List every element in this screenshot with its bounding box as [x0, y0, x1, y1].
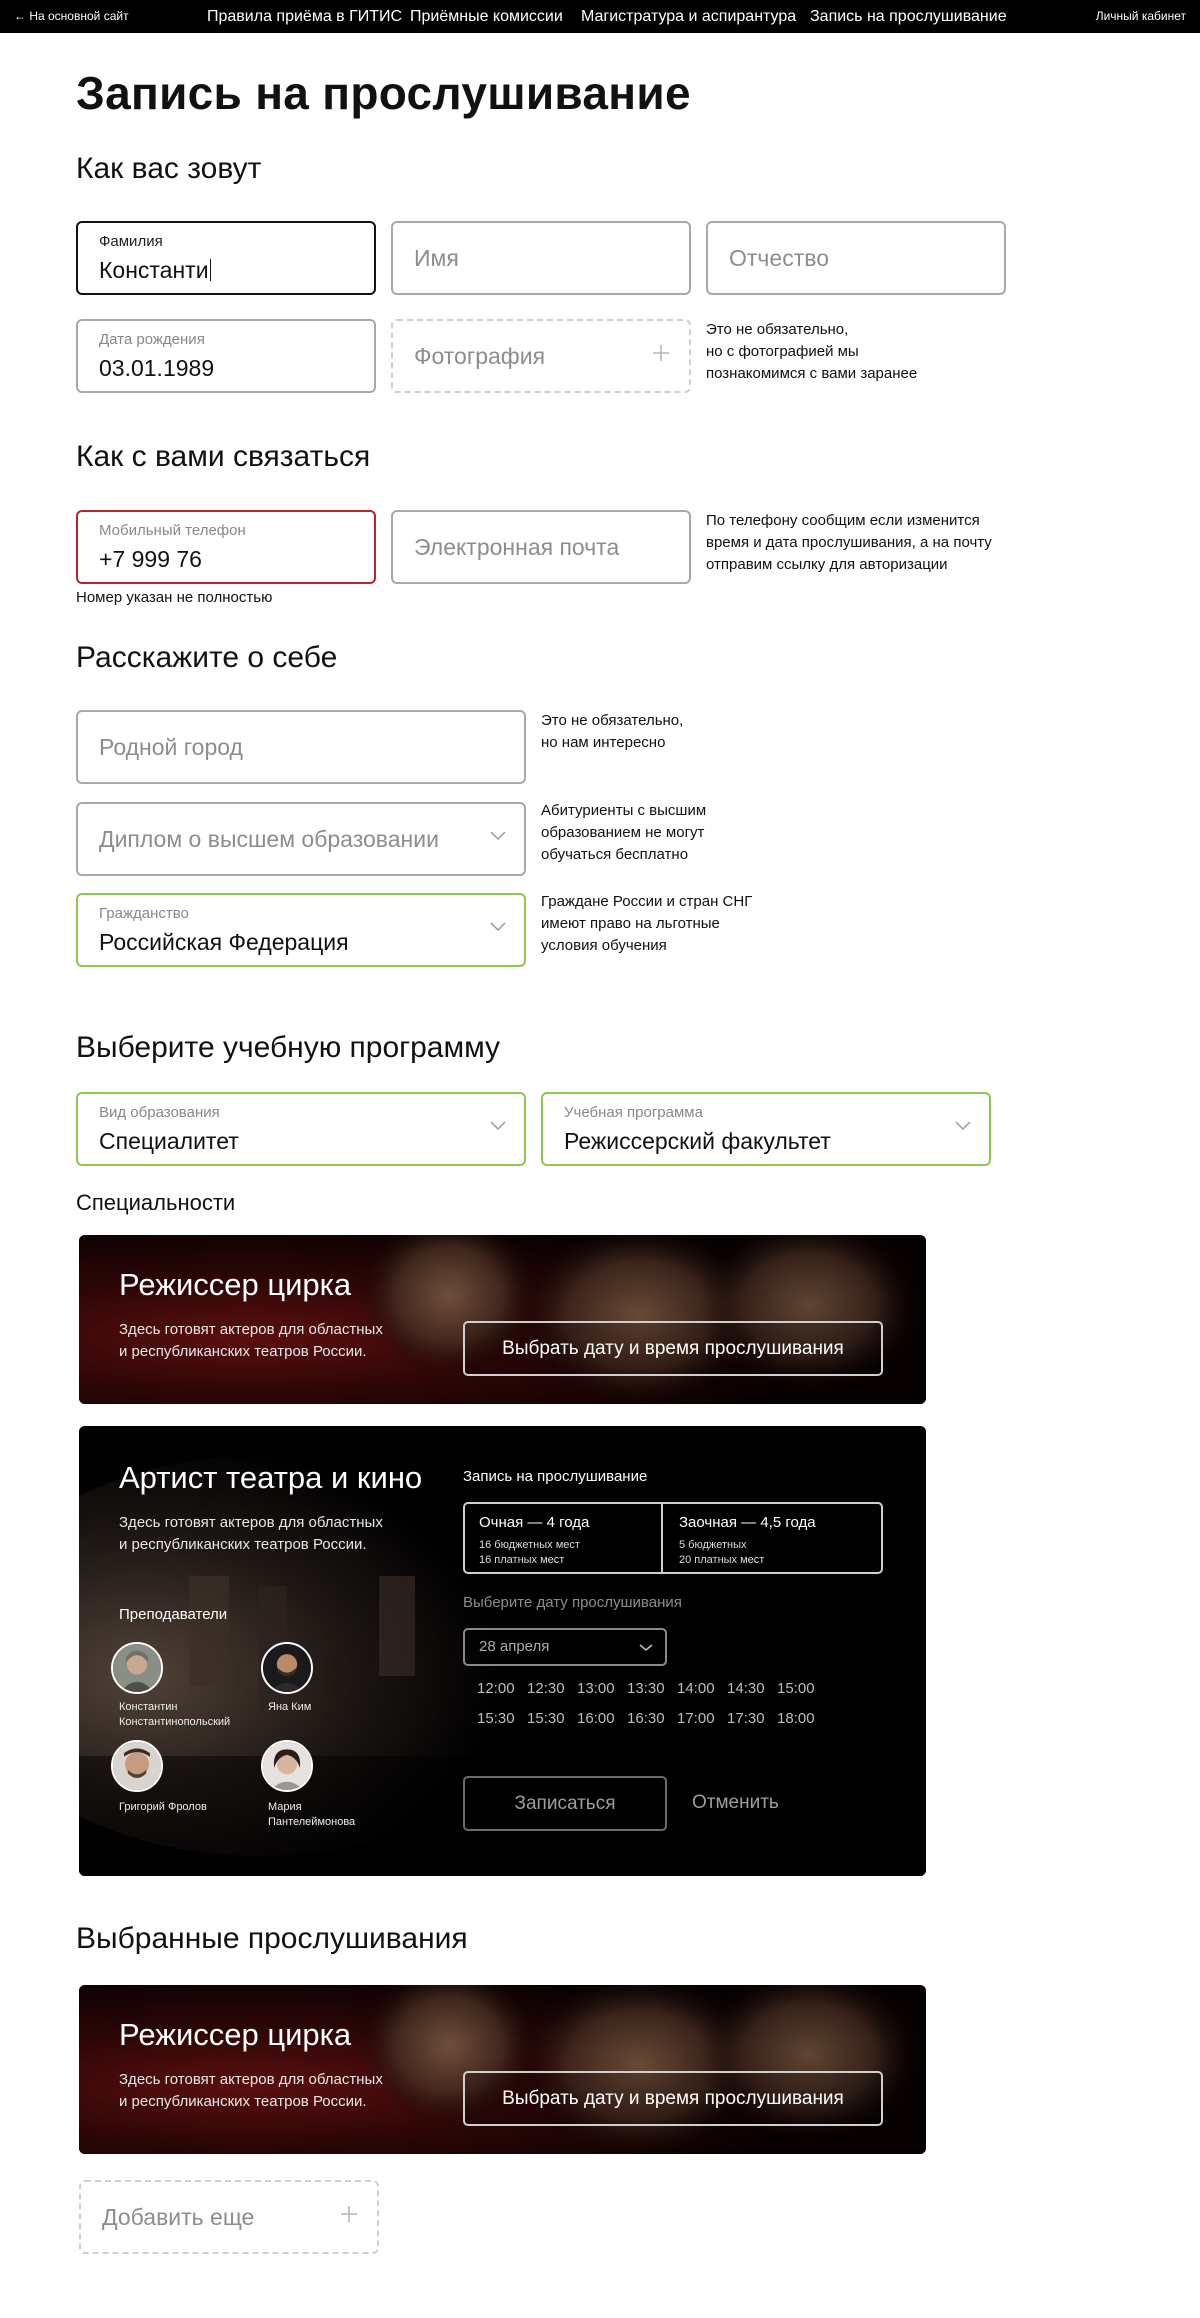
signup-title: Запись на прослушивание — [463, 1468, 648, 1485]
phone-field[interactable] — [76, 510, 376, 584]
chevron-down-icon — [490, 831, 506, 841]
program-label: Учебная программа — [564, 1104, 703, 1121]
avatar-portrait — [113, 1742, 161, 1790]
choose-datetime-button[interactable]: Выбрать дату и время прослушивания — [463, 1321, 883, 1376]
card-title: Режиссер цирка — [119, 1267, 352, 1302]
cancel-button[interactable]: Отменить — [692, 1792, 779, 1813]
time-slot[interactable]: 12:00 — [477, 1680, 515, 1697]
photo-hint-line: познакомимся с вами заранее — [706, 365, 918, 382]
contact-hint — [706, 510, 992, 576]
card-title: Режиссер цирка — [119, 2017, 352, 2052]
time-slot[interactable]: 13:30 — [627, 1680, 665, 1697]
teacher-name-line: Константин — [119, 1701, 178, 1713]
surname-value: Константи — [99, 257, 209, 283]
nav-item-commissions[interactable]: Приёмные комиссии — [410, 8, 563, 25]
chevron-down-icon — [490, 1121, 506, 1131]
time-slot[interactable]: 16:00 — [577, 1710, 615, 1727]
time-slot[interactable]: 15:30 — [527, 1710, 565, 1727]
time-slot[interactable]: 12:30 — [527, 1680, 565, 1697]
date-select[interactable] — [463, 1628, 667, 1666]
specialty-card-circus[interactable] — [79, 1235, 926, 1404]
avatar[interactable] — [111, 1642, 163, 1694]
section-title-selected: Выбранные прослушивания — [76, 1922, 468, 1955]
diploma-hint — [541, 800, 706, 866]
option-meta-line: 5 бюджетных — [679, 1539, 747, 1551]
first-name-placeholder: Имя — [414, 245, 459, 271]
diploma-hint-line: образованием не могут — [541, 824, 705, 841]
patronymic-placeholder: Отчество — [729, 245, 829, 271]
teacher-name-line: Константинопольский — [119, 1716, 231, 1728]
option-parttime[interactable] — [665, 1504, 881, 1572]
card-description-line: Здесь готовят актеров для областных — [119, 1514, 383, 1531]
teachers-title: Преподаватели — [119, 1606, 228, 1623]
nav-item-audition[interactable]: Запись на прослушивание — [810, 8, 1007, 25]
photo-placeholder: Фотография — [414, 343, 546, 369]
teacher-name-line: Григорий Фролов — [119, 1801, 207, 1813]
hometown-placeholder: Родной город — [99, 734, 243, 760]
time-slot[interactable]: 14:30 — [727, 1680, 765, 1697]
diploma-select[interactable] — [76, 802, 526, 876]
time-slot[interactable]: 15:30 — [477, 1710, 515, 1727]
section-title-name: Как вас зовут — [76, 152, 262, 185]
card-description-line: и республиканских театров России. — [119, 2093, 367, 2110]
phone-value: +7 999 76 — [99, 546, 202, 572]
hometown-hint-line: Это не обязательно, — [541, 712, 684, 729]
citizenship-value: Российская Федерация — [99, 929, 349, 955]
specialties-title: Специальности — [76, 1190, 236, 1215]
option-meta-line: 20 платных мест — [679, 1554, 765, 1566]
date-value: 28 апреля — [479, 1638, 550, 1655]
specialty-card-actor — [79, 1426, 926, 1876]
program-value: Режиссерский факультет — [564, 1128, 831, 1154]
contact-hint-line: По телефону сообщим если изменится — [706, 512, 980, 529]
card-description — [119, 1319, 383, 1363]
card-title: Артист театра и кино — [119, 1460, 423, 1495]
selected-audition-card[interactable] — [79, 1985, 926, 2154]
phone-error-message: Номер указан не полностью — [76, 589, 273, 606]
edu-type-select[interactable] — [76, 1092, 526, 1166]
teacher-name — [268, 1800, 355, 1830]
teacher-name — [119, 1700, 230, 1730]
time-slot[interactable]: 13:00 — [577, 1680, 615, 1697]
diploma-hint-line: обучаться бесплатно — [541, 846, 689, 863]
card-description-line: Здесь готовят актеров для областных — [119, 2071, 383, 2088]
email-placeholder: Электронная почта — [414, 534, 620, 560]
hometown-field[interactable] — [76, 710, 526, 784]
avatar-portrait — [263, 1644, 311, 1692]
option-meta-line: 16 платных мест — [479, 1554, 565, 1566]
option-fulltime[interactable] — [465, 1504, 663, 1572]
card-description — [119, 2069, 383, 2113]
card-description-line: и республиканских театров России. — [119, 1343, 367, 1360]
chevron-down-icon — [639, 1644, 653, 1652]
contact-hint-line: время и дата прослушивания, а на почту — [706, 534, 992, 551]
birthdate-label: Дата рождения — [99, 331, 205, 348]
card-description — [119, 1512, 383, 1556]
nav-item-masters[interactable]: Магистратура и аспирантура — [581, 8, 797, 25]
birthdate-value: 03.01.1989 — [99, 355, 215, 381]
avatar-portrait — [263, 1742, 311, 1790]
teacher-name-line: Пантелеймонова — [268, 1816, 356, 1828]
choose-datetime-button[interactable]: Выбрать дату и время прослушивания — [463, 2071, 883, 2126]
photo-upload[interactable] — [391, 319, 691, 393]
contact-hint-line: отправим ссылку для авторизации — [706, 556, 948, 573]
chevron-down-icon — [490, 922, 506, 932]
card-description-line: Здесь готовят актеров для областных — [119, 1321, 383, 1338]
diploma-placeholder: Диплом о высшем образовании — [99, 826, 439, 852]
citizenship-hint-line: имеют право на льготные — [541, 915, 720, 932]
submit-button[interactable]: Записаться — [463, 1776, 667, 1831]
edu-type-label: Вид образования — [99, 1104, 220, 1121]
citizenship-hint — [541, 891, 752, 957]
text-caret — [210, 259, 211, 281]
time-slot[interactable]: 14:00 — [677, 1680, 715, 1697]
card-description-line: и республиканских театров России. — [119, 1536, 367, 1553]
time-slot[interactable]: 17:30 — [727, 1710, 765, 1727]
top-nav — [0, 0, 1200, 33]
edu-type-value: Специалитет — [99, 1128, 239, 1154]
citizenship-label: Гражданство — [99, 905, 189, 922]
surname-field[interactable] — [76, 221, 376, 295]
date-title: Выберите дату прослушивания — [463, 1594, 682, 1611]
hometown-hint — [541, 710, 683, 754]
back-to-main-link[interactable]: ← На основной сайт — [14, 9, 129, 23]
avatar[interactable] — [111, 1740, 163, 1792]
time-slot[interactable]: 16:30 — [627, 1710, 665, 1727]
plus-icon — [651, 343, 671, 363]
citizenship-hint-line: условия обучения — [541, 937, 667, 954]
teacher-name-line: Мария — [268, 1801, 302, 1813]
study-form-options — [463, 1502, 883, 1574]
time-slot[interactable]: 17:00 — [677, 1710, 715, 1727]
diploma-hint-line: Абитуриенты с высшим — [541, 802, 707, 819]
email-field[interactable] — [391, 510, 691, 584]
photo-hint-line: но с фотографией мы — [706, 343, 859, 360]
plus-icon — [339, 2204, 359, 2224]
section-title-about: Расскажите о себе — [76, 641, 338, 674]
option-title: Очная — 4 года — [479, 1514, 590, 1531]
section-title-contact: Как с вами связаться — [76, 440, 371, 473]
avatar[interactable] — [261, 1642, 313, 1694]
add-more-button[interactable] — [79, 2180, 379, 2254]
surname-label: Фамилия — [99, 233, 163, 250]
patronymic-field[interactable] — [706, 221, 1006, 295]
add-more-label: Добавить еще — [102, 2204, 255, 2230]
teacher-name — [119, 1800, 207, 1815]
phone-label: Мобильный телефон — [99, 522, 246, 539]
hometown-hint-line: но нам интересно — [541, 734, 666, 751]
time-slot[interactable]: 18:00 — [777, 1710, 815, 1727]
page-title: Запись на прослушивание — [76, 67, 691, 119]
option-meta — [679, 1538, 764, 1568]
section-title-program: Выберите учебную программу — [76, 1031, 501, 1064]
avatar[interactable] — [261, 1740, 313, 1792]
nav-item-rules[interactable]: Правила приёма в ГИТИС — [207, 8, 403, 25]
option-meta-line: 16 бюджетных мест — [479, 1539, 580, 1551]
citizenship-select[interactable] — [76, 893, 526, 967]
teacher-name-line: Яна Ким — [268, 1701, 312, 1713]
photo-hint — [706, 319, 917, 385]
citizenship-hint-line: Граждане России и стран СНГ — [541, 893, 753, 910]
first-name-field[interactable] — [391, 221, 691, 295]
option-title: Заочная — 4,5 года — [679, 1514, 816, 1531]
chevron-down-icon — [955, 1121, 971, 1131]
photo-hint-line: Это не обязательно, — [706, 321, 849, 338]
program-select[interactable] — [541, 1092, 991, 1166]
avatar-portrait — [113, 1644, 161, 1692]
birthdate-field[interactable] — [76, 319, 376, 393]
teacher-name — [268, 1700, 311, 1715]
personal-cabinet-link[interactable]: Личный кабинет — [1095, 9, 1186, 23]
time-slot[interactable]: 15:00 — [777, 1680, 815, 1697]
option-meta — [479, 1538, 580, 1568]
